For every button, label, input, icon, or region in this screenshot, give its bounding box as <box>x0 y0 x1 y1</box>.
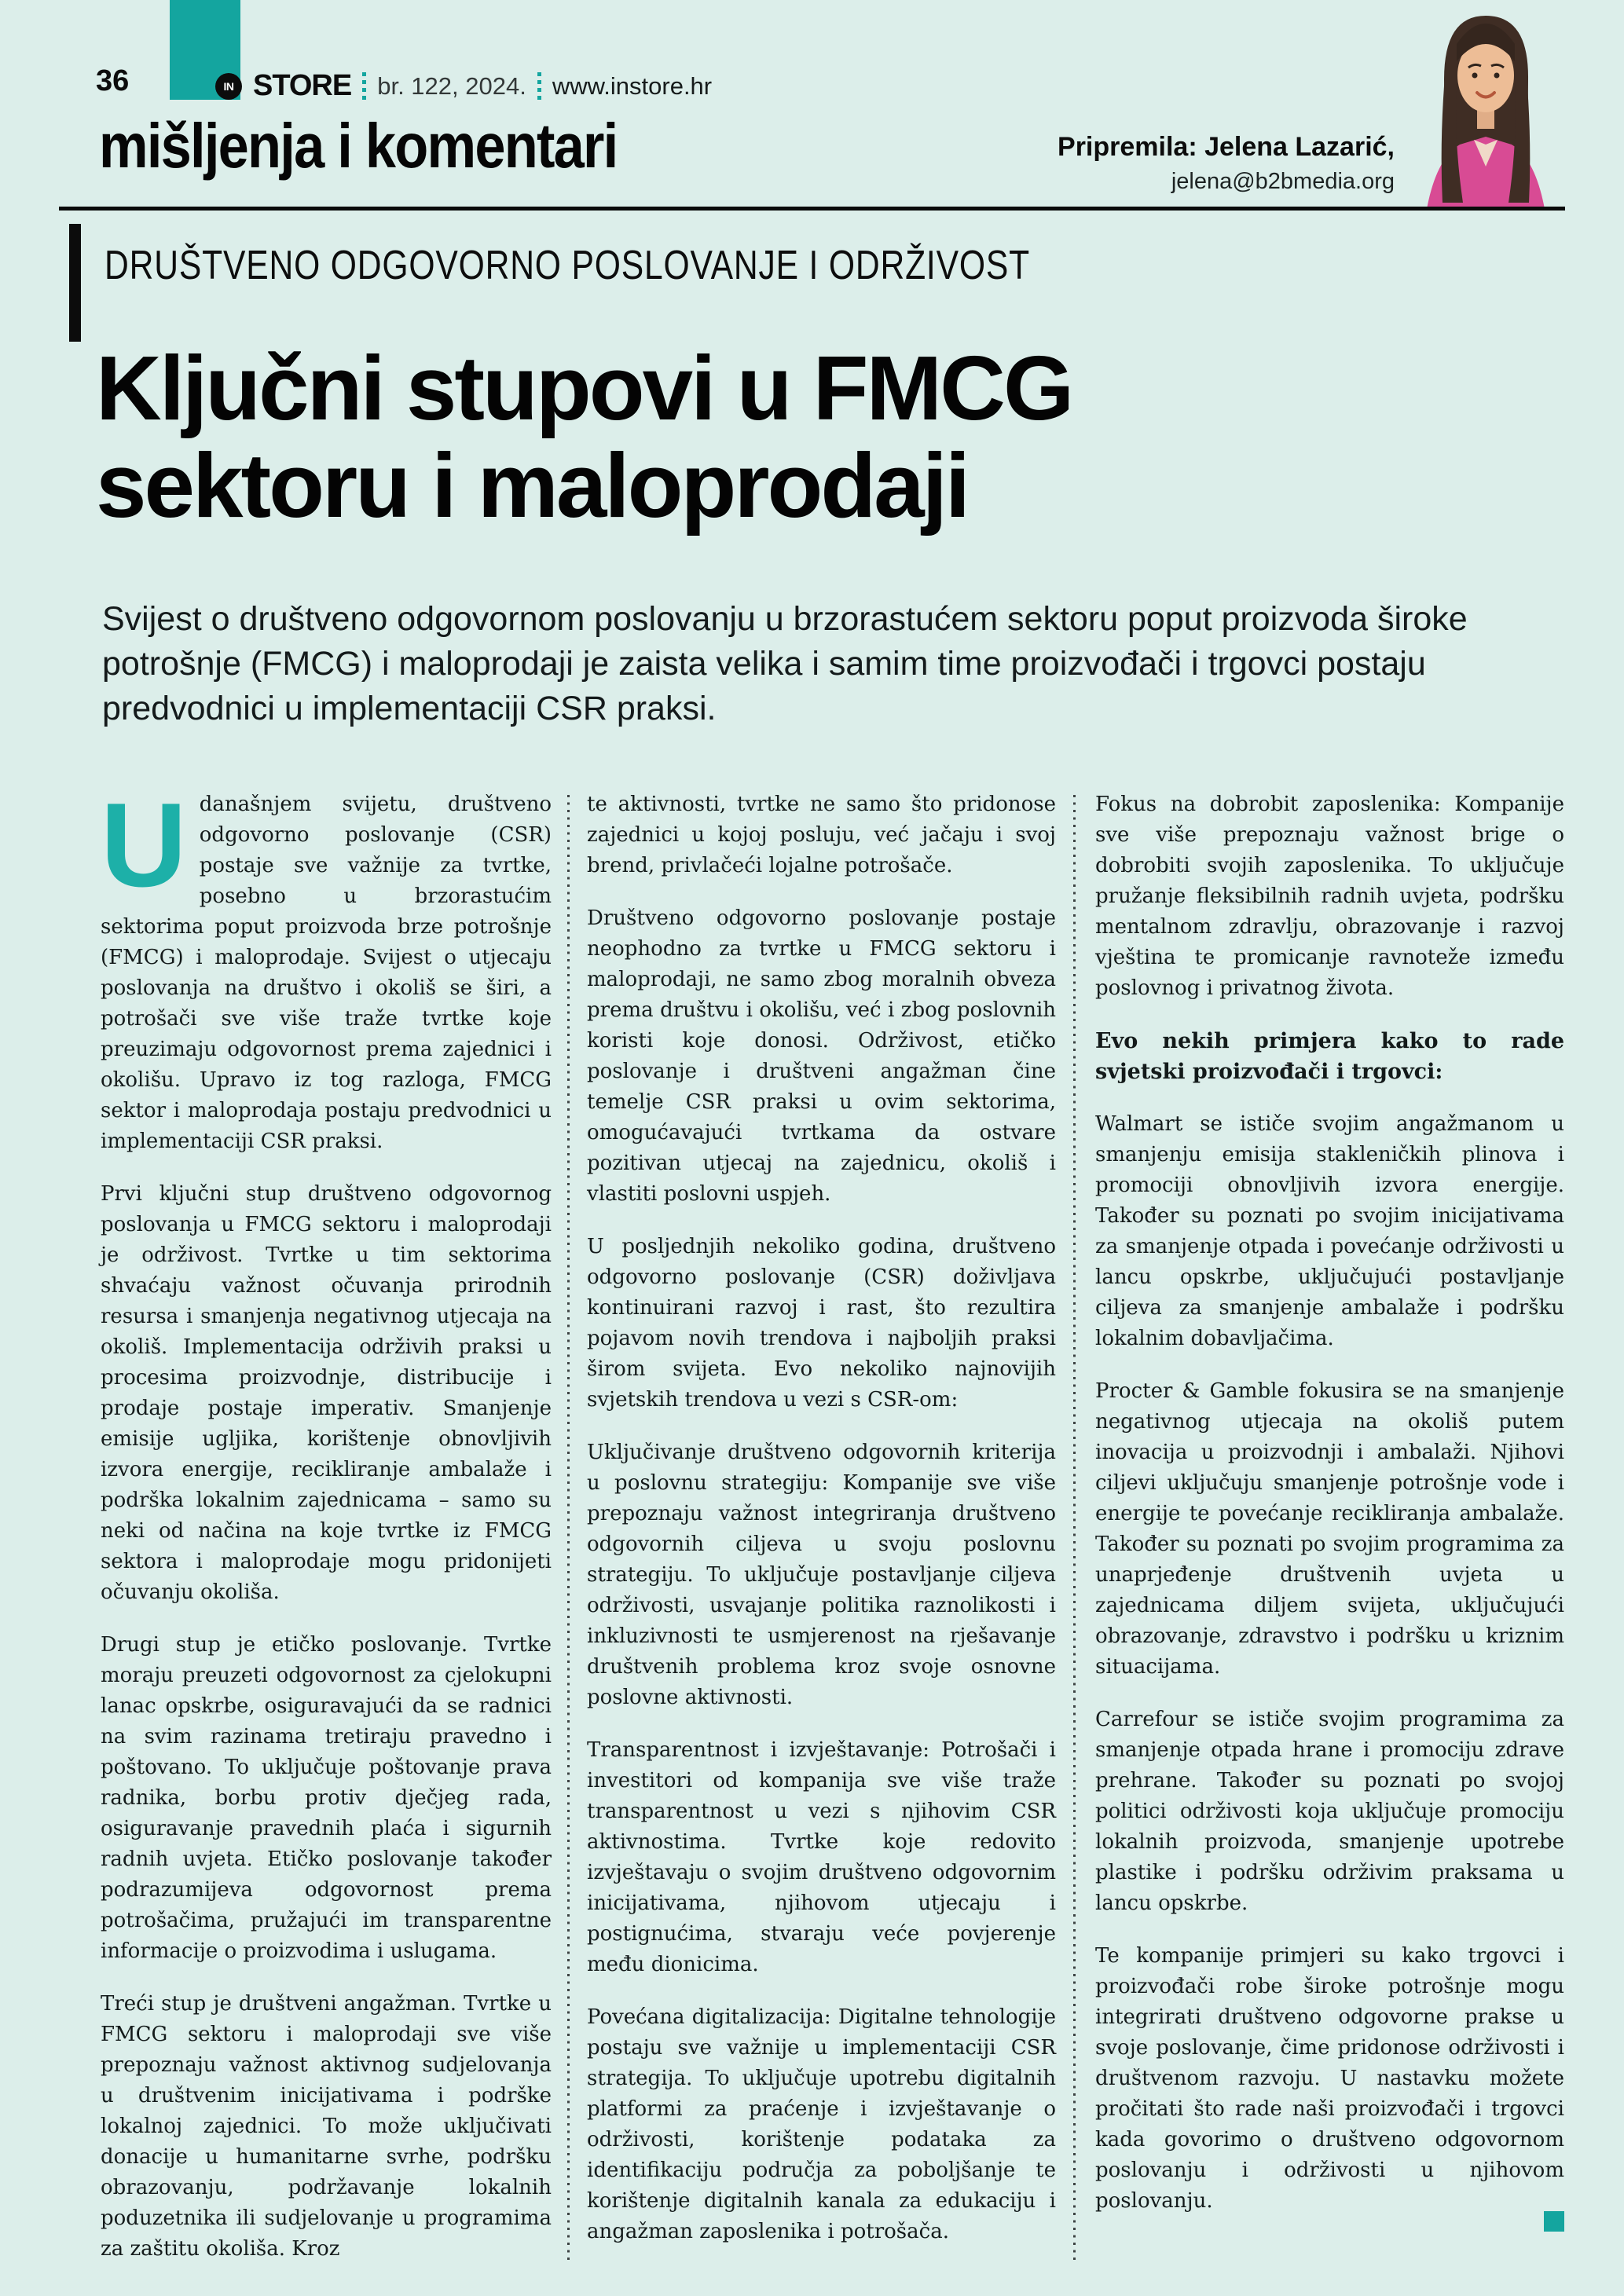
logo-text: STORE <box>253 69 352 102</box>
article-end-mark <box>1544 2211 1564 2232</box>
paragraph: Carrefour se ističe svojim programima za smanjenje otpada hrane i promociju zdrave prehrane. Također su poznati po svojoj politici održivosti koja uključuje promociju lokalnih proizvoda, smanjenje upotrebe plastike i podršku održivim praksama u lancu opskrbe. <box>1095 1708 1564 1915</box>
paragraph <box>101 778 552 1157</box>
column-separator <box>567 795 570 2262</box>
headline-line-2: sektoru i maloprodaji <box>96 434 969 536</box>
paragraph: Društveno odgovorno poslovanje postaje neophodno za tvrtke u FMCG sektoru i maloprodaji, ne samo zbog moralnih obveza prema društvu i okolišu, već i zbog poslovnih koristi koje donosi. Održivost, etičko poslovanje i društveni angažman čine temelje CSR praksi u ovim sektorima, omogućavajući tvrtkama da ostvare pozitivan utjecaj na zajednicu, okoliš i vlastiti poslovni uspjeh. <box>587 906 1056 1206</box>
column-separator <box>1073 795 1076 2262</box>
paragraph: Povećana digitalizacija: Digitalne tehnologije postaju sve važnije u implementaciji CSR strategija. To uključuje upotrebu digitalnih platformi za praćenje i izvještavanje o održivosti, korištenje podataka za identifikaciju područja za poboljšanje te korištenje digitalnih kanala za edukaciju i angažman zaposlenika i potrošača. <box>587 2005 1056 2243</box>
page-number: 36 <box>96 64 130 97</box>
dotted-separator-icon <box>537 72 541 101</box>
paragraph: Uključivanje društveno odgovornih kriterija u poslovnu strategiju: Kompanije sve više prepoznaju važnost integriranja društveno odgovornih ciljeva u svoju poslovnu strategiju. To uključuje postavljanje ciljeva održivosti, usvajanje politika raznolikosti i inkluzivnosti te usmjerenost na rješavanje društvenih problema kroz svoje osnovne poslovne aktivnosti. <box>587 1441 1056 1709</box>
kicker-bar <box>69 224 81 342</box>
headline <box>96 339 1072 534</box>
body-column-3 <box>1095 789 1564 2241</box>
byline <box>1058 132 1395 195</box>
paragraph: Transparentnost i izvještavanje: Potrošači i investitori od kompanija sve više traže transparentnost u vezi s njihovim CSR aktivnostima. Tvrtke koje redovito izvještavaju o svojim društveno odgovornim inicijativama, njihovom utjecaju i postignućima, stvaraju veće povjerenje među dionicima. <box>587 1738 1056 1976</box>
paragraph: Treći stup je društveni angažman. Tvrtke u FMCG sektoru i maloprodaji sve više prepoznaju važnost aktivnog sudjelovanja u društvenim inicijativama i podrške lokalnoj zajednici. To može uključivati donacije u humanitarne svrhe, podršku obrazovanju, podržavanje lokalnih poduzetnika ili sudjelovanje u programima za zaštitu okoliša. Kroz <box>101 1992 552 2261</box>
kicker-text: DRUŠTVENO ODGOVORNO POSLOVANJE I ODRŽIVOST <box>104 243 1030 288</box>
masthead <box>215 69 712 103</box>
body-column-1 <box>101 778 552 2287</box>
paragraph: Te kompanije primjeri su kako trgovci i proizvođači robe široke potrošnje mogu integrirati društveno odgovorne prakse u svoje poslovanje, čime pridonose održivosti i društvenom razvoju. U nastavku možete pročitati što rade naši proizvođači i trgovci kada govorimo o društveno odgovornom poslovanju i održivosti u njihovom poslovanju. <box>1095 1944 1564 2213</box>
issue-number: br. 122, 2024. <box>377 71 526 100</box>
body-column-2 <box>587 789 1056 2269</box>
drop-cap: U <box>101 778 187 912</box>
paragraph: te aktivnosti, tvrtke ne samo što pridonose zajednici u kojoj posluju, već jačaju i svoj brend, privlačeći lojalne potrošače. <box>587 793 1056 877</box>
subhead: Evo nekih primjera kako to rade svjetski proizvođači i trgovci: <box>1095 1029 1564 1084</box>
website-link[interactable]: www.instore.hr <box>552 71 713 100</box>
paragraph: Walmart se ističe svojim angažmanom u smanjenju emisija stakleničkih plinova i promociji obnovljivih izvora energije. Također su poznati po svojim inicijativama za smanjenje otpada i povećanje održivosti u lancu opskrbe, uključujući postavljanje ciljeva za smanjenje ambalaže i podršku lokalnim dobavljačima. <box>1095 1112 1564 1350</box>
lead-paragraph: Svijest o društveno odgovornom poslovanju u brzorastućem sektoru poput proizvoda široke potrošnje (FMCG) i maloprodaji je zaista velika i samim time proizvođači i trgovci postaju predvodnici u implementaciji CSR praksi. <box>102 600 1468 727</box>
dotted-separator-icon <box>362 72 366 101</box>
paragraph-text: današnjem svijetu, društveno odgovorno poslovanje (CSR) postaje sve važnije za tvrtke, posebno u brzorastućim sektorima poput proizvoda brze potrošnje (FMCG) i maloprodaje. Svijest o utjecaju poslovanja na društvo i okoliš se širi, a potrošači sve više traže tvrtke koje preuzimaju odgovornost prema zajednici i okolišu. Upravo iz tog razloga, FMCG sektor i maloprodaja postaju predvodnici u implementaciji CSR praksi. <box>101 793 552 1153</box>
author-photo <box>1405 5 1567 209</box>
headline-line-1: Ključni stupovi u FMCG <box>96 337 1072 439</box>
header-rule <box>59 207 1565 211</box>
section-title: mišljenja i komentari <box>99 111 618 181</box>
paragraph: Drugi stup je etičko poslovanje. Tvrtke moraju preuzeti odgovornost za cjelokupni lanac opskrbe, osiguravajući da se radnici na svim razinama tretiraju pravedno i poštovano. To uključuje poštovanje prava radnika, borbu protiv dječjeg rada, osiguravanje pravednih plaća i sigurnih radnih uvjeta. Etičko poslovanje također podrazumijeva odgovornost prema potrošačima, pružajući im transparentne informacije o proizvodima i uslugama. <box>101 1633 552 1963</box>
instore-logo-icon: IN <box>215 73 242 100</box>
paragraph: Fokus na dobrobit zaposlenika: Kompanije sve više prepoznaju važnost brige o dobrobiti svojih zaposlenika. To uključuje pružanje fleksibilnih radnih uvjeta, podršku mentalnom zdravlju, obrazovanje i razvoj vještina te promicanje ravnoteže između poslovnog i privatnog života. <box>1095 793 1564 1000</box>
paragraph: Procter & Gamble fokusira se na smanjenje negativnog utjecaja na okoliš putem inovacija u proizvodnji i ambalaži. Njihovi ciljevi uključuju smanjenje potrošnje vode i energije te povećanje recikliranja ambalaže. Također su poznati po svojim programima za unaprjeđenje društvenih uvjeta u zajednicama diljem svijeta, uključujući obrazovanje, zdravstvo i podršku u kriznim situacijama. <box>1095 1379 1564 1679</box>
byline-author: Pripremila: Jelena Lazarić, <box>1058 132 1395 162</box>
byline-email-link[interactable]: jelena@b2bmedia.org <box>1171 169 1395 194</box>
paragraph: U posljednjih nekoliko godina, društveno odgovorno poslovanje (CSR) doživljava kontinuirani razvoj i rast, što rezultira pojavom novih trendova i najboljih praksi širom svijeta. Evo nekoliko najnovijih svjetskih trendova u vezi s CSR-om: <box>587 1235 1056 1412</box>
paragraph: Prvi ključni stup društveno odgovornog poslovanja u FMCG sektoru i maloprodaji je održivost. Tvrtke u tim sektorima shvaćaju važnost očuvanja prirodnih resursa i smanjenja negativnog utjecaja na okoliš. Implementacija održivih praksi u procesima proizvodnje, distribucije i prodaje postaje imperativ. Smanjenje emisije ugljika, korištenje obnovljivih izvora energije, recikliranje ambalaže i podrška lokalnim zajednicama – samo su neki od načina na koje tvrtke iz FMCG sektora i maloprodaje mogu pridonijeti očuvanju okoliša. <box>101 1182 552 1604</box>
